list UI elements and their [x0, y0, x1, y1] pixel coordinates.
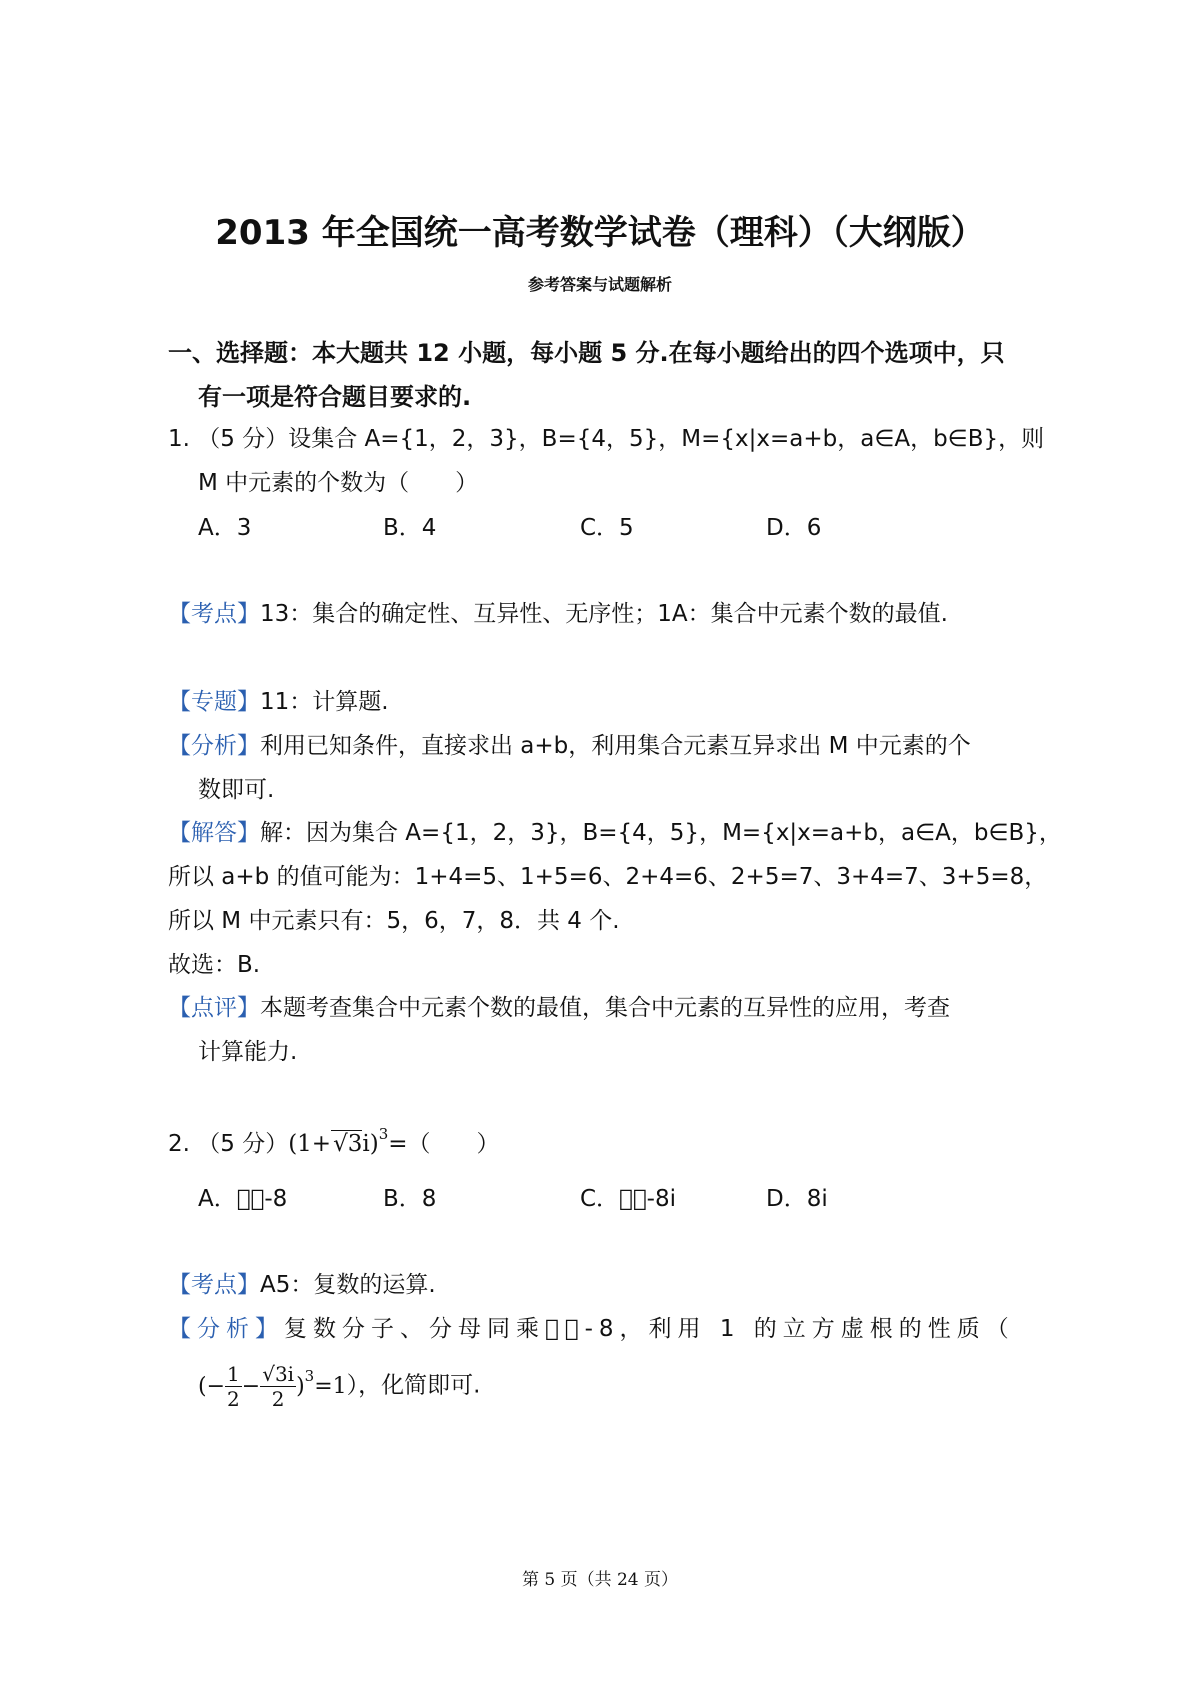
q2-kaodian	[168, 1266, 436, 1299]
q2-frac1-num: 1	[227, 1362, 240, 1386]
q1-option-b: B．4	[383, 515, 437, 541]
section-heading-line2: 有一项是符合题目要求的.	[198, 383, 472, 411]
q2-expr-open: (1+	[288, 1131, 332, 1157]
q1-jieda-text: 解：因为集合 A={1，2，3}，B={4，5}，M={x|x=a+b，a∈A，b∈B}，	[260, 820, 1062, 846]
q2-frac2-den: 2	[271, 1387, 285, 1411]
q2-frac2	[260, 1362, 296, 1411]
q2-expr-sqrt: √3	[333, 1131, 363, 1157]
q1-dianping	[168, 989, 950, 1022]
q2-kaodian-text: A5：复数的运算.	[260, 1272, 436, 1298]
q1-kaodian-text: 13：集合的确定性、互异性、无序性；1A：集合中元素个数的最值.	[260, 601, 948, 627]
q1-dianping-line2: 计算能力.	[198, 1039, 298, 1065]
q2-option-a: A．  -8	[198, 1186, 288, 1212]
q1-zhuanti	[168, 683, 389, 716]
q1-jieda-tag: 【解答】	[168, 820, 260, 846]
q2-fenxi-text: 复数分子、分母同乘  -8，利用 1 的立方虚根的性质（	[284, 1316, 1015, 1342]
q1-zhuanti-text: 11：计算题.	[260, 689, 389, 715]
page-footer: 第 5 页（共 24 页）	[521, 1570, 679, 1590]
q1-stem-line2: M 中元素的个数为（ ）	[198, 470, 479, 496]
section-heading-line1: 一、选择题：本大题共 12 小题，每小题 5 分.在每小题给出的四个选项中，只	[168, 339, 1005, 367]
q2-frac2-num: √3i	[262, 1362, 295, 1386]
q1-option-a: A．3	[198, 515, 252, 541]
q2-formula: (− $\frac{1}{2}$ − $\frac{√3i}{2}$ )$^3$=1	[198, 1362, 347, 1411]
q2-fenxi-text2: ），化简即可.	[346, 1372, 481, 1399]
q1-jieda-line3: 所以 M 中元素只有：5，6，7，8．共 4 个.	[168, 908, 620, 934]
q2-expr-exponent: 3	[378, 1125, 389, 1143]
q2-formula-exponent: 3	[304, 1366, 315, 1385]
q2-stem	[168, 1125, 500, 1158]
q1-option-d: D．6	[766, 515, 822, 541]
q1-stem-line1: 1. （5 分）设集合 A={1，2，3}，B={4，5}，M={x|x=a+b，a∈A，b∈B}，则	[168, 426, 1045, 452]
q2-frac1-den: 2	[227, 1387, 240, 1411]
q1-zhuanti-tag: 【专题】	[168, 689, 260, 715]
q1-kaodian-tag: 【考点】	[168, 601, 260, 627]
q2-fenxi-line2	[198, 1362, 480, 1411]
q1-option-c: C．5	[580, 515, 634, 541]
q1-jieda	[168, 814, 1062, 847]
q1-fenxi-line2: 数即可.	[198, 777, 275, 803]
q2-expr-i: i)	[362, 1131, 379, 1157]
q1-fenxi	[168, 727, 971, 760]
q2-expression	[288, 1125, 389, 1157]
q2-formula-eq: =1	[314, 1373, 347, 1399]
q2-kaodian-tag: 【考点】	[168, 1272, 260, 1298]
q1-fenxi-text: 利用已知条件，直接求出 a+b，利用集合元素互异求出 M 中元素的个	[260, 733, 971, 759]
q1-kaodian	[168, 595, 948, 628]
q2-stem-suffix: =（ ）	[388, 1131, 500, 1157]
q2-option-c: C．  -8i	[580, 1186, 676, 1212]
q1-dianping-tag: 【点评】	[168, 995, 260, 1021]
q2-option-b: B．8	[383, 1186, 437, 1212]
q2-stem-prefix: 2. （5 分）	[168, 1131, 289, 1157]
q2-fenxi-tag: 【分析】	[168, 1316, 284, 1342]
q1-jieda-line4: 故选：B.	[168, 952, 261, 978]
page-title: 2013 年全国统一高考数学试卷（理科）（大纲版）	[215, 213, 985, 253]
q2-frac1	[225, 1362, 242, 1411]
page-subtitle: 参考答案与试题解析	[527, 275, 672, 294]
q1-dianping-text: 本题考查集合中元素个数的最值，集合中元素的互异性的应用，考查	[260, 995, 950, 1021]
q1-fenxi-tag: 【分析】	[168, 733, 260, 759]
q2-fenxi	[168, 1310, 1015, 1343]
q2-option-d: D．8i	[766, 1186, 828, 1212]
q1-jieda-line2: 所以 a+b 的值可能为：1+4=5、1+5=6、2+4=6、2+5=7、3+4=7、3+5=8，	[168, 864, 1048, 890]
